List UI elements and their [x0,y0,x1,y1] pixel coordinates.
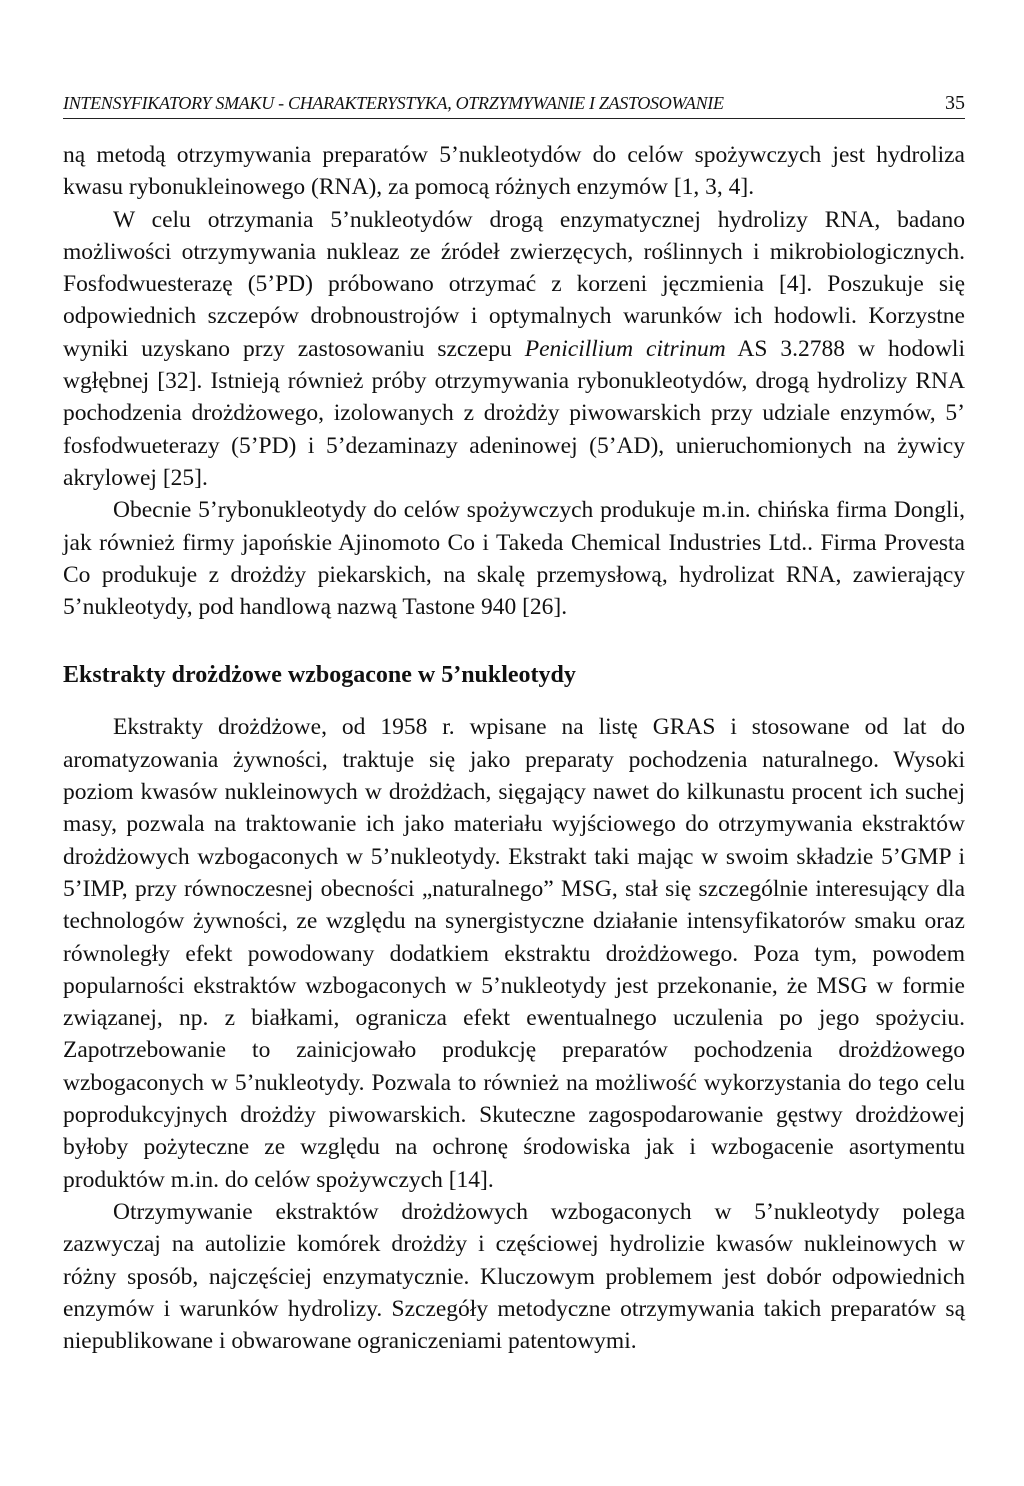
paragraph-yeast-extracts: Ekstrakty drożdżowe, od 1958 r. wpisane na listę GRAS i stosowane od lat do aromatyzowania żywności, traktuje się jako preparaty pochodzenia naturalnego. Wysoki poziom kwasów nukleinowych w drożdżach, sięgający nawet do kilkunastu procent ich suchej masy, pozwala na traktowanie ich jako materiału wyjściowego do otrzymywania ekstraktów drożdżowych wzbogaconych w 5’nukleotydy. Ekstrakt taki mając w swoim składzie 5’GMP i 5’IMP, przy równoczesnej obecności „naturalnego” MSG, stał się szczególnie interesujący dla technologów żywności, ze względu na synergistyczne działanie intensyfikatorów smaku oraz równoległy efekt powodowany dodatkiem ekstraktu drożdżowego. Poza tym, powodem popularności ekstraktów wzbogaconych w 5’nukleotydy jest przekonanie, że MSG w formie związanej, np. z białkami, ogranicza efekt ewentualnego uczulenia po jego spożyciu. Zapotrzebowanie to zainicjowało produkcję preparatów pochodzenia drożdżowego wzbogaconych w 5’nukleotydy. Pozwala to również na możliwość wykorzystania do tego celu poprodukcyjnych drożdży piwowarskich. Skuteczne zagospodarowanie gęstwy drożdżowej byłoby pożyteczne ze względu na ochronę środowiska jak i wzbogacenie asortymentu produktów m.in. do celów spożywczych [14]. [63,714,965,1193]
running-title: INTENSYFIKATORY SMAKU - CHARAKTERYSTYKA, OTRZYMYWANIE I ZASTOSOWANIE [63,93,724,113]
paragraph-production: Otrzymywanie ekstraktów drożdżowych wzbogaconych w 5’nukleotydy polega zazwyczaj na autolizie komórek drożdży i częściowej hydrolizie kwasów nukleinowych w różny sposób, najczęściej enzymatycznie. Kluczowym problemem jest dobór odpowiednich enzymów i warunków hydrolizy. Szczegóły metodyczne otrzymywania takich preparatów są niepublikowane i obwarowane ograniczeniami patentowymi. [63,1198,965,1355]
body-text [63,139,965,1357]
paragraph-nucleases [63,204,965,495]
paragraph-text: W celu otrzymania 5’nukleotydów drogą enzymatycznej hydrolizy RNA, badano możliwości otrzymywania nukleaz ze źródeł zwierzęcych, roślinnych i mikrobiologicznych. Fosfodwuesterazę (5’PD) próbowano otrzymać z korzeni jęczmienia [4]. Poszukuje się odpowiednich szczepów drobnoustrojów i optymalnych warunków ich hodowli. Korzystne wyniki uzyskano przy zastosowaniu szczepu [63,206,965,362]
paragraph-producers: Obecnie 5’rybonukleotydy do celów spożywczych produkuje m.in. chińska firma Dongli, jak również firmy japońskie Ajinomoto Co i Takeda Chemical Industries Ltd.. Firma Provesta Co produkuje z drożdży piekarskich, na skalę przemysłową, hydrolizat RNA, zawierający 5’nukleotydy, pod handlową nazwą Tastone 940 [26]. [63,497,965,621]
section-heading: Ekstrakty drożdżowe wzbogacone w 5’nukleotydy [63,662,576,689]
species-name: Penicillium citrinum [524,335,726,362]
running-header [63,92,965,119]
paragraph-text: AS 3.2788 w hodowli wgłębnej [32]. Istnieją również próby otrzymywania rybonukleotydów, drogą hydrolizy RNA pochodzenia drożdżowego, izolowanych z drożdży piwowarskich przy udziale enzymów, 5’ fosfodwueterazy (5’PD) i 5’dezaminazy adeninowej (5’AD), unieruchomionych na żywicy akrylowej [25]. [63,335,965,491]
paragraph-continuation: ną metodą otrzymywania preparatów 5’nukleotydów do celów spożywczych jest hydroliza kwasu rybonukleinowego (RNA), za pomocą różnych enzymów [1, 3, 4]. [63,142,965,201]
page-number: 35 [945,92,965,114]
